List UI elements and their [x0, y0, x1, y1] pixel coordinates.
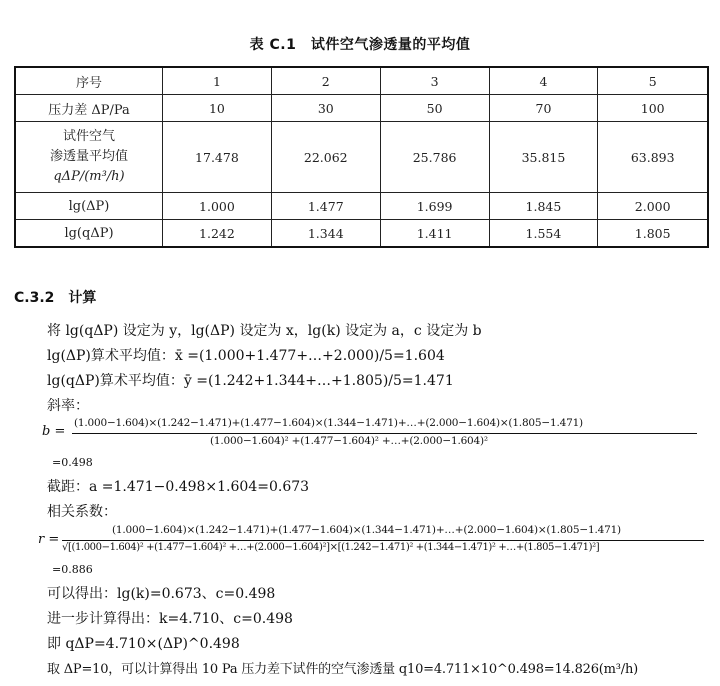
- table-cell: 1.477: [271, 193, 380, 220]
- table-cell: 2.000: [598, 193, 708, 220]
- correlation-result: =0.886: [52, 563, 93, 576]
- text-line: 斜率：: [47, 398, 89, 414]
- section-heading: C.3.2 计算: [14, 290, 97, 306]
- fraction-bar: [62, 540, 704, 541]
- row-label: lg(ΔP): [15, 193, 163, 220]
- table-cell: 1.344: [271, 220, 380, 248]
- table-cell: 63.893: [598, 122, 708, 193]
- slope-numerator: (1.000−1.604)×(1.242−1.471)+(1.477−1.604)×(1.344−1.471)+…+(2.000−1.604)×(1.805−1.471): [74, 417, 583, 429]
- table-cell: 1.411: [380, 220, 489, 248]
- text-line: 进一步计算得出：k=4.710、c=0.498: [47, 611, 293, 627]
- slope-result: =0.498: [52, 456, 93, 469]
- text-line: 取 ΔP=10，可以计算得出 10 Pa 压力差下试件的空气渗透量 q10=4.711×10^0.498=14.826(m³/h): [47, 662, 639, 677]
- table-cell: 1: [163, 67, 272, 95]
- table-row: [15, 95, 708, 122]
- slope-denominator: (1.000−1.604)² +(1.477−1.604)² +…+(2.000−1.604)²: [210, 435, 488, 447]
- table-cell: 1.242: [163, 220, 272, 248]
- correlation-lhs: r =: [38, 532, 60, 547]
- slope-lhs: b =: [42, 424, 66, 439]
- row-label: lg(qΔP): [15, 220, 163, 248]
- table-cell: 25.786: [380, 122, 489, 193]
- correlation-denominator: √[(1.000−1.604)² +(1.477−1.604)² +…+(2.000−1.604)²]×[(1.242−1.471)² +(1.344−1.471)² +…+(1.805−1.471)²]: [62, 542, 600, 553]
- table-cell: 1.000: [163, 193, 272, 220]
- row-label: [15, 122, 163, 193]
- text-line: lg(ΔP)算术平均值：x̄ =(1.000+1.477+…+2.000)/5=1.604: [47, 348, 445, 364]
- table-cell: 17.478: [163, 122, 272, 193]
- text-line: lg(qΔP)算术平均值：ȳ =(1.242+1.344+…+1.805)/5=1.471: [47, 373, 454, 389]
- table-cell: 1.699: [380, 193, 489, 220]
- correlation-numerator: (1.000−1.604)×(1.242−1.471)+(1.477−1.604)×(1.344−1.471)+…+(2.000−1.604)×(1.805−1.471): [112, 524, 621, 536]
- row-label: 序号: [15, 67, 163, 95]
- table-cell: 10: [163, 95, 272, 122]
- table-cell: 35.815: [489, 122, 598, 193]
- row-label: 压力差 ΔP/Pa: [15, 95, 163, 122]
- table-row: [15, 67, 708, 95]
- text-line: 可以得出：lg(k)=0.673、c=0.498: [47, 586, 276, 602]
- table-row: [15, 193, 708, 220]
- table-cell: 2: [271, 67, 380, 95]
- table-cell: 5: [598, 67, 708, 95]
- table-cell: 70: [489, 95, 598, 122]
- table-cell: 100: [598, 95, 708, 122]
- label-line: 渗透量平均值: [49, 149, 128, 164]
- text-line: 将 lg(qΔP) 设定为 y，lg(ΔP) 设定为 x，lg(k) 设定为 a，c 设定为 b: [47, 323, 482, 339]
- table-cell: 50: [380, 95, 489, 122]
- table-row: [15, 220, 708, 248]
- label-line: qΔP/(m³/h): [53, 169, 125, 184]
- table-cell: 22.062: [271, 122, 380, 193]
- table-cell: 4: [489, 67, 598, 95]
- table-cell: 1.805: [598, 220, 708, 248]
- table-cell: 1.554: [489, 220, 598, 248]
- text-line: 即 qΔP=4.710×(ΔP)^0.498: [47, 636, 240, 652]
- table-cell: 3: [380, 67, 489, 95]
- fraction-bar: [72, 433, 697, 434]
- table-row: [15, 122, 708, 193]
- table-caption: 表 C.1 试件空气渗透量的平均值: [249, 37, 471, 53]
- table-cell: 1.845: [489, 193, 598, 220]
- text-line: 相关系数：: [47, 504, 117, 520]
- text-line: 截距：a =1.471−0.498×1.604=0.673: [47, 479, 310, 495]
- data-table: [14, 66, 709, 248]
- table-cell: 30: [271, 95, 380, 122]
- label-line: 试件空气: [62, 129, 115, 144]
